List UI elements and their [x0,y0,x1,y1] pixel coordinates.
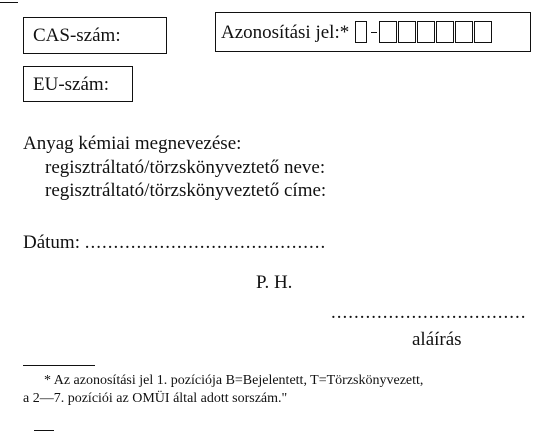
date-label: Dátum: [23,232,80,253]
identification-mark-field [215,12,531,52]
cas-number-label: CAS-szám: [33,25,121,46]
bottom-edge-mark [34,430,54,431]
footnote-rule [23,365,95,366]
top-edge-mark [0,2,18,3]
code-separator [371,32,377,33]
code-cell-5 [436,21,454,43]
footnote-line-1: * Az azonosítási jel 1. pozíciója B=Bejelentett, T=Törzskönyvezett, [44,373,424,388]
identification-code-cells [355,21,493,43]
eu-number-field [23,66,133,102]
date-line [23,232,326,254]
code-cell-2 [379,21,397,43]
signature-label: aláírás [412,329,462,350]
registrant-name: regisztráltató/törzskönyveztető neve: [45,157,326,178]
footnote-line-2: a 2—7. pozíciói az OMÜI által adott sorszám." [23,391,288,406]
registrant-address: regisztráltató/törzskönyveztető címe: [45,180,327,201]
code-cell-4 [417,21,435,43]
code-cell-7 [474,21,492,43]
cas-number-field [23,17,167,54]
eu-number-label: EU-szám: [33,73,109,95]
code-cell-3 [398,21,416,43]
code-cell-1 [355,21,367,43]
date-dots: .......................................... [84,232,327,253]
code-cell-6 [455,21,473,43]
substance-chemical-name: Anyag kémiai megnevezése: [23,133,242,154]
signature-dots: .................................. [331,302,527,323]
identification-mark-label: Azonosítási jel:* [221,21,350,43]
seal-placeholder: P. H. [256,272,293,293]
